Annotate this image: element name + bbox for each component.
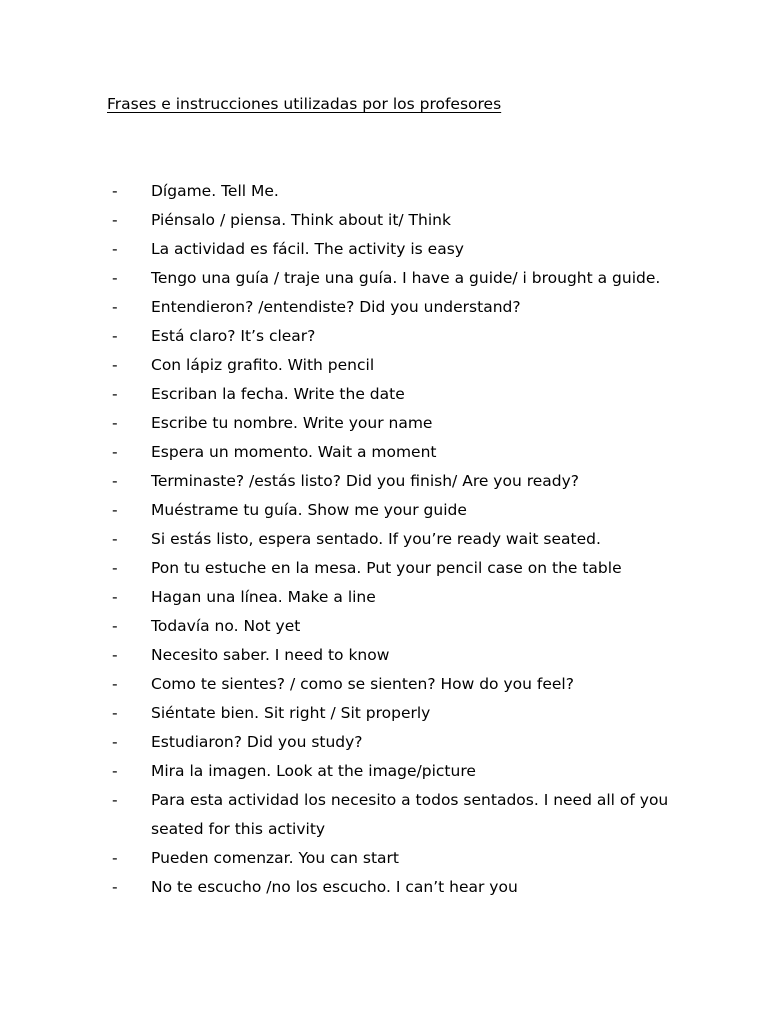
phrase-item (112, 641, 672, 670)
phrase-item (112, 670, 672, 699)
phrase-text: Necesito saber. I need to know (151, 646, 390, 664)
bullet-dash: - (112, 211, 118, 229)
phrase-item (112, 467, 672, 496)
phrase-text: La actividad es fácil. The activity is easy (151, 240, 464, 258)
bullet-dash: - (112, 559, 118, 577)
bullet-dash: - (112, 269, 118, 287)
phrase-item (112, 293, 672, 322)
phrase-text: Entendieron? /entendiste? Did you understand? (151, 298, 521, 316)
phrase-item (112, 409, 672, 438)
phrase-text: Como te sientes? / como se sienten? How do you feel? (151, 675, 574, 693)
phrase-item (112, 525, 672, 554)
phrase-item (112, 206, 672, 235)
bullet-dash: - (112, 530, 118, 548)
phrase-item (112, 757, 672, 786)
bullet-dash: - (112, 414, 118, 432)
phrase-text: Dígame. Tell Me. (151, 182, 279, 200)
phrase-text: No te escucho /no los escucho. I can’t hear you (151, 878, 518, 896)
bullet-dash: - (112, 878, 118, 896)
bullet-dash: - (112, 327, 118, 345)
phrase-item (112, 554, 672, 583)
phrase-item (112, 583, 672, 612)
bullet-dash: - (112, 675, 118, 693)
phrase-item (112, 496, 672, 525)
phrase-item (112, 728, 672, 757)
bullet-dash: - (112, 849, 118, 867)
bullet-dash: - (112, 501, 118, 519)
phrase-text: Pon tu estuche en la mesa. Put your pencil case on the table (151, 559, 622, 577)
bullet-dash: - (112, 704, 118, 722)
bullet-dash: - (112, 762, 118, 780)
phrase-text: Estudiaron? Did you study? (151, 733, 363, 751)
phrase-text: Siéntate bien. Sit right / Sit properly (151, 704, 431, 722)
phrase-text: Escriban la fecha. Write the date (151, 385, 405, 403)
phrase-text: Hagan una línea. Make a line (151, 588, 376, 606)
phrase-text: Pueden comenzar. You can start (151, 849, 399, 867)
phrase-item (112, 264, 672, 293)
phrase-item (112, 322, 672, 351)
phrase-text: Espera un momento. Wait a moment (151, 443, 437, 461)
phrase-text: Tengo una guía / traje una guía. I have a guide/ i brought a guide. (151, 269, 661, 287)
phrase-text: Está claro? It’s clear? (151, 327, 316, 345)
phrase-text: Terminaste? /estás listo? Did you finish/ Are you ready? (151, 472, 580, 490)
bullet-dash: - (112, 240, 118, 258)
phrase-text: Escribe tu nombre. Write your name (151, 414, 433, 432)
phrase-item (112, 612, 672, 641)
phrase-item (112, 844, 672, 873)
bullet-dash: - (112, 443, 118, 461)
phrase-text: Muéstrame tu guía. Show me your guide (151, 501, 467, 519)
phrase-text: Si estás listo, espera sentado. If you’re ready wait seated. (151, 530, 601, 548)
phrase-item (112, 177, 672, 206)
phrase-text: Todavía no. Not yet (151, 617, 301, 635)
bullet-dash: - (112, 791, 118, 809)
bullet-dash: - (112, 298, 118, 316)
bullet-dash: - (112, 472, 118, 490)
phrase-text: Mira la imagen. Look at the image/picture (151, 762, 476, 780)
bullet-dash: - (112, 588, 118, 606)
phrase-item (112, 235, 672, 264)
bullet-dash: - (112, 385, 118, 403)
phrase-item (112, 438, 672, 467)
bullet-dash: - (112, 356, 118, 374)
phrase-item (112, 380, 672, 409)
phrase-item (112, 351, 672, 380)
phrase-item (112, 873, 672, 902)
bullet-dash: - (112, 182, 118, 200)
phrase-item (112, 786, 672, 844)
phrase-text: Para esta actividad los necesito a todos sentados. I need all of you seated for this activity (151, 791, 669, 838)
phrase-item (112, 699, 672, 728)
page-title: Frases e instrucciones utilizadas por los profesores (107, 95, 502, 113)
phrase-text: Piénsalo / piensa. Think about it/ Think (151, 211, 451, 229)
phrase-list (112, 177, 672, 902)
phrase-text: Con lápiz grafito. With pencil (151, 356, 375, 374)
bullet-dash: - (112, 646, 118, 664)
bullet-dash: - (112, 617, 118, 635)
bullet-dash: - (112, 733, 118, 751)
